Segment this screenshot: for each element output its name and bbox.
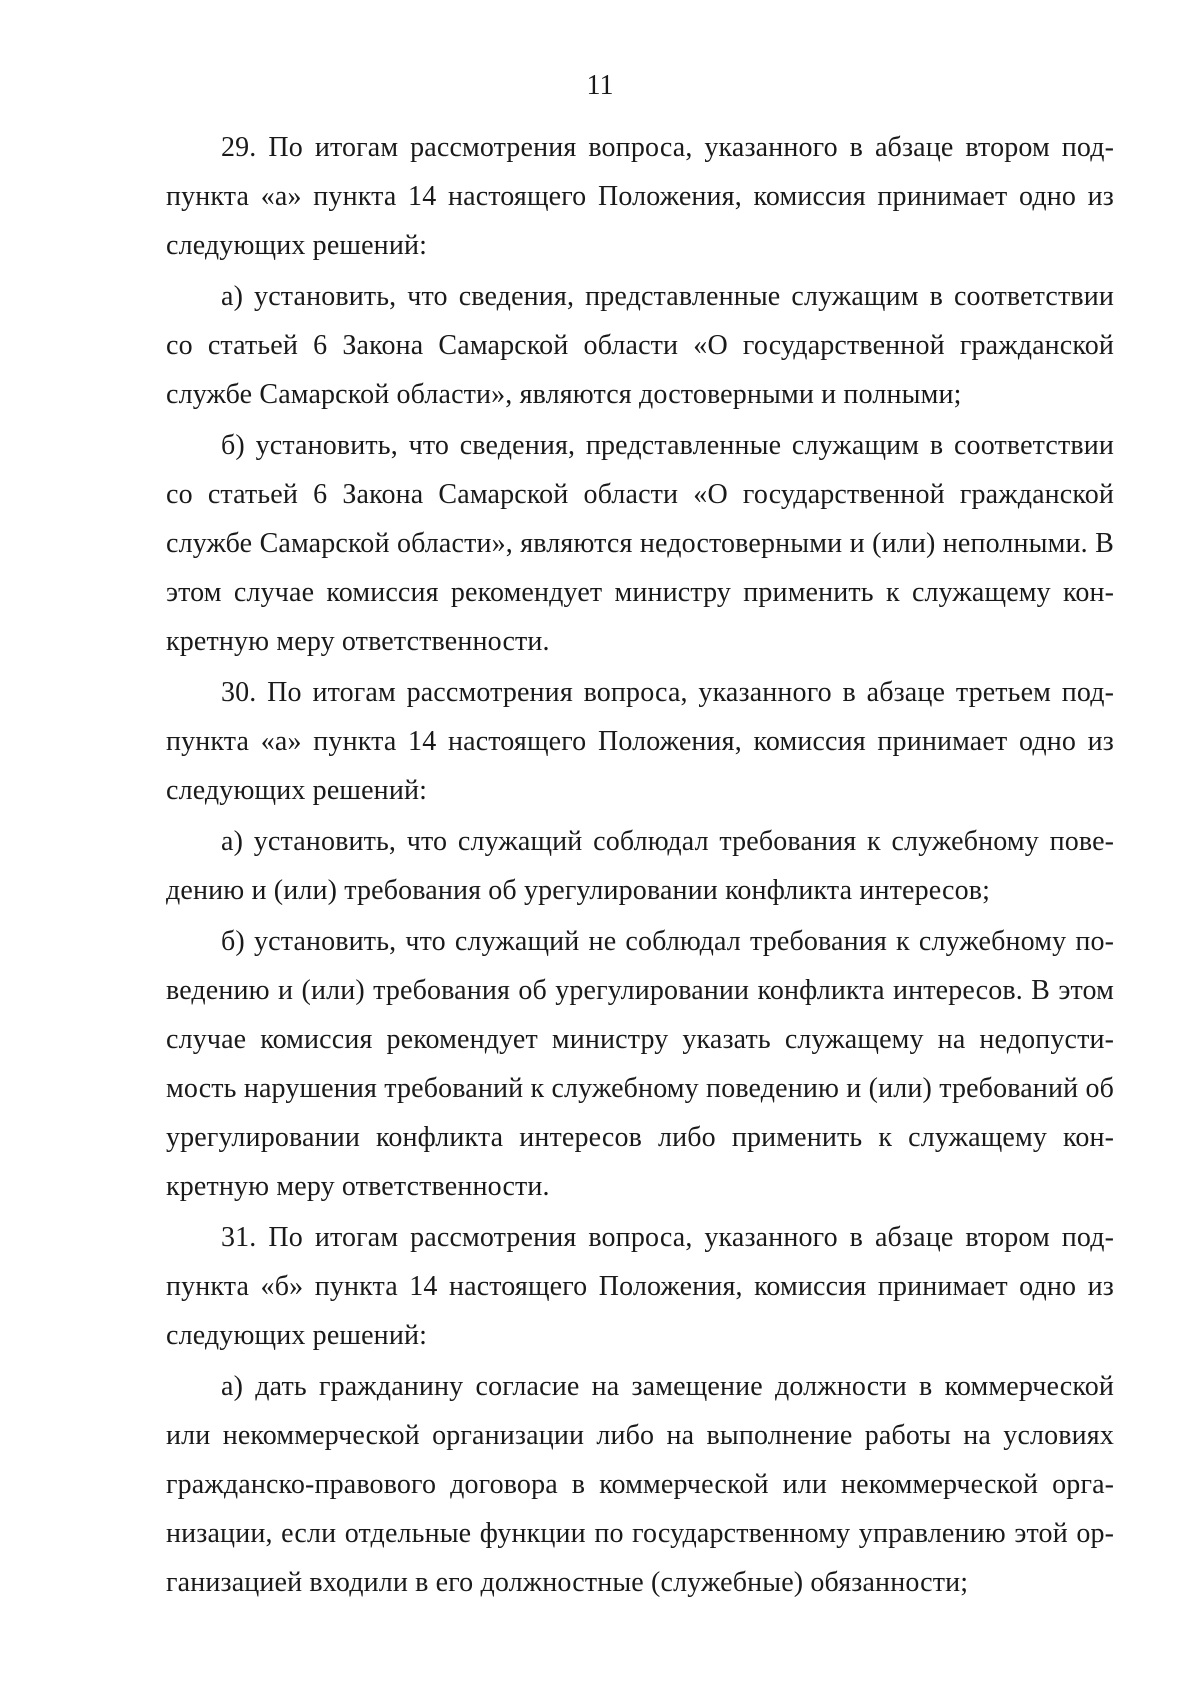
paragraph-31-a: а) дать гражданину согласие на замещение должности в коммерческой или некоммерческой организации либо на выполнение работы на условиях гражданско-правового договора в коммерческой или некоммерческой организации, если отдельные функции по государственному управлению этой организацией входили в его должностные (служебные) обязанности;: [166, 1371, 1114, 1598]
paragraph-29-a: а) установить, что сведения, представленные служащим в соответствии со статьей 6 Закона Самарской области «О государственной гражданской службе Самарской области», являются достоверными и полными;: [166, 281, 1114, 410]
paragraph-30-b: б) установить, что служащий не соблюдал требования к служебному поведению и (или) требования об урегулировании конфликта интересов. В этом случае комиссия рекомендует министру указать служащему на недопустимость нарушения требований к служебному поведению и (или) требований об урегулировании конфликта интересов либо применить к служащему конкретную меру ответственности.: [166, 926, 1114, 1202]
paragraph-30: 30. По итогам рассмотрения вопроса, указанного в абзаце третьем подпункта «а» пункта 14 настоящего Положения, комиссия принимает одно из следующих решений:: [166, 677, 1114, 806]
document-body: [166, 123, 1114, 1609]
paragraph-31: 31. По итогам рассмотрения вопроса, указанного в абзаце втором подпункта «б» пункта 14 настоящего Положения, комиссия принимает одно из следующих решений:: [166, 1222, 1114, 1351]
paragraph-29-b: б) установить, что сведения, представленные служащим в соответствии со статьей 6 Закона Самарской области «О государственной гражданской службе Самарской области», являются недостоверными и (или) неполными. В этом случае комиссия рекомендует министру применить к служащему конкретную меру ответственности.: [166, 430, 1114, 657]
paragraph-29: 29. По итогам рассмотрения вопроса, указанного в абзаце втором подпункта «а» пункта 14 настоящего Положения, комиссия принимает одно из следующих решений:: [166, 132, 1114, 261]
paragraph-30-a: а) установить, что служащий соблюдал требования к служебному поведению и (или) требования об урегулировании конфликта интересов;: [166, 826, 1114, 906]
page-number: 11: [586, 70, 614, 101]
